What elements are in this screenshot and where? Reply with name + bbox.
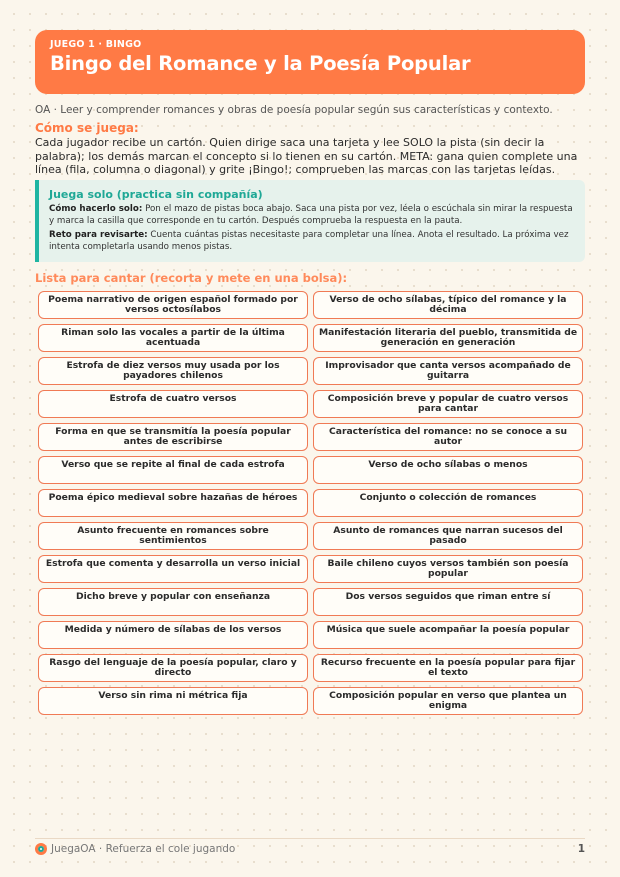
page-title: Bingo del Romance y la Poesía Popular	[50, 52, 471, 75]
brand-logo-icon	[35, 843, 47, 855]
how-to-play-heading: Cómo se juega:	[35, 121, 139, 135]
clue-card: Verso sin rima ni métrica fija	[38, 687, 308, 715]
footer-brand	[35, 843, 235, 855]
game-kicker: JUEGO 1 · BINGO	[50, 39, 142, 50]
solo-how-label: Cómo hacerlo solo:	[49, 204, 143, 214]
clue-card: Característica del romance: no se conoce a su autor	[313, 423, 583, 451]
solo-how-paragraph	[49, 204, 575, 227]
clue-card: Composición popular en verso que plantea un enigma	[313, 687, 583, 715]
clue-card: Forma en que se transmitía la poesía popular antes de escribirse	[38, 423, 308, 451]
header-banner	[35, 30, 585, 94]
page-number: 1	[577, 843, 585, 855]
clue-card-grid	[38, 291, 583, 715]
learning-objective: OA · Leer y comprender romances y obras de poesía popular según sus características y contexto.	[35, 104, 553, 116]
clue-card: Composición breve y popular de cuatro versos para cantar	[313, 390, 583, 418]
page-footer	[35, 843, 585, 859]
clue-card: Improvisador que canta versos acompañado de guitarra	[313, 357, 583, 385]
solo-play-box	[35, 180, 585, 262]
solo-challenge-text: Cuenta cuántas pistas necesitaste para completar una línea. Anota el resultado. La próxima vez intenta completarla usando menos pistas.	[49, 230, 569, 252]
footer-divider	[35, 838, 585, 839]
call-list-heading: Lista para cantar (recorta y mete en una bolsa):	[35, 271, 348, 285]
solo-play-heading: Juega solo (practica sin compañía)	[49, 188, 263, 201]
clue-card: Verso de ocho sílabas o menos	[313, 456, 583, 484]
clue-card: Baile chileno cuyos versos también son poesía popular	[313, 555, 583, 583]
clue-card: Verso que se repite al final de cada estrofa	[38, 456, 308, 484]
clue-card: Rasgo del lenguaje de la poesía popular, claro y directo	[38, 654, 308, 682]
clue-card: Estrofa que comenta y desarrolla un verso inicial	[38, 555, 308, 583]
how-to-play-text: Cada jugador recibe un cartón. Quien dirige saca una tarjeta y lee SOLO la pista (sin decir la palabra); los demás marcan el concepto si lo tienen en su cartón. META: gana quien complete una línea (fila, columna o diagonal) y grite ¡Bingo!; comprueben las marcas con las tarjetas leídas.	[35, 136, 578, 177]
clue-card: Estrofa de cuatro versos	[38, 390, 308, 418]
clue-card: Poema épico medieval sobre hazañas de héroes	[38, 489, 308, 517]
clue-card: Asunto frecuente en romances sobre sentimientos	[38, 522, 308, 550]
solo-how-text: Pon el mazo de pistas boca abajo. Saca una pista por vez, léela o escúchala sin mirar la respuesta y marca la casilla que corresponde en tu cartón. Después comprueba la respuesta en la pauta.	[49, 204, 573, 226]
clue-card: Verso de ocho sílabas, típico del romance y la décima	[313, 291, 583, 319]
clue-card: Recurso frecuente en la poesía popular para fijar el texto	[313, 654, 583, 682]
solo-challenge-paragraph	[49, 230, 575, 253]
clue-card: Dicho breve y popular con enseñanza	[38, 588, 308, 616]
clue-card: Dos versos seguidos que riman entre sí	[313, 588, 583, 616]
clue-card: Manifestación literaria del pueblo, transmitida de generación en generación	[313, 324, 583, 352]
solo-challenge-label: Reto para revisarte:	[49, 230, 148, 241]
footer-brand-text: JuegaOA · Refuerza el cole jugando	[51, 843, 236, 855]
clue-card: Música que suele acompañar la poesía popular	[313, 621, 583, 649]
clue-card: Asunto de romances que narran sucesos del pasado	[313, 522, 583, 550]
clue-card: Estrofa de diez versos muy usada por los payadores chilenos	[38, 357, 308, 385]
clue-card: Poema narrativo de origen español formado por versos octosílabos	[38, 291, 308, 319]
clue-card: Conjunto o colección de romances	[313, 489, 583, 517]
clue-card: Riman solo las vocales a partir de la última acentuada	[38, 324, 308, 352]
clue-card: Medida y número de sílabas de los versos	[38, 621, 308, 649]
